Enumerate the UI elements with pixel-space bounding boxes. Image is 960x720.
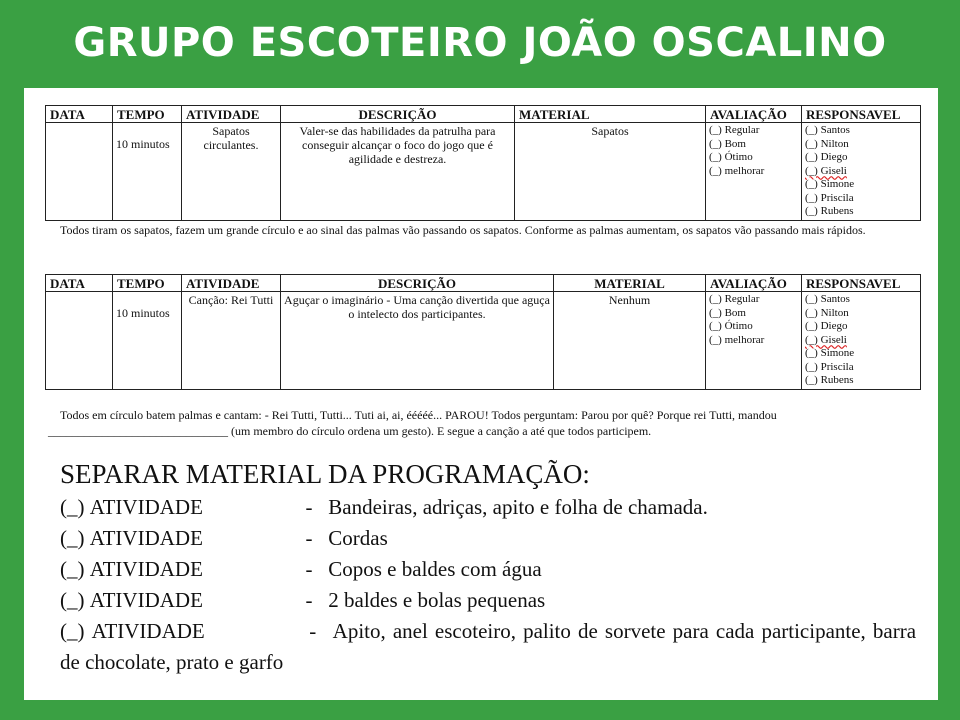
item-dash: - <box>305 557 313 581</box>
document-panel <box>24 88 938 700</box>
resp-option-diego[interactable]: (_) Diego <box>805 320 848 332</box>
cell-material: Nenhum <box>554 292 706 390</box>
col-header-material: MATERIAL <box>554 275 706 292</box>
col-header-responsavel: RESPONSAVEL <box>802 106 921 123</box>
item-label: ATIVIDADE <box>89 557 203 581</box>
activity-2-instructions: Todos em círculo batem palmas e cantam: - Rei Tutti, Tutti... Tuti ai, ai, ééééé... PAROU! Todos perguntam: Parou por quê? Porque rei Tutti, mandou ______________________________ (um membro do círculo ordena um gesto). E segue a canção a até que todos participem. <box>48 408 777 438</box>
resp-option-giseli[interactable]: (_) Giseli <box>805 333 847 346</box>
item-dash: - <box>305 588 313 612</box>
material-checklist-item <box>60 523 920 554</box>
title-bar <box>0 0 960 86</box>
col-header-data: DATA <box>46 106 113 123</box>
cell-avaliacao <box>706 292 802 390</box>
cell-descricao: Valer-se das habilidades da patrulha para conseguir alcançar o foco do jogo que é agilidade e destreza. <box>281 123 515 221</box>
resp-option-rubens[interactable]: (_) Rubens <box>805 205 854 217</box>
col-header-responsavel: RESPONSAVEL <box>802 275 921 292</box>
col-header-descricao: DESCRIÇÃO <box>281 275 554 292</box>
checkbox[interactable]: (_) <box>60 619 85 643</box>
item-dash: - <box>305 526 313 550</box>
checkbox[interactable]: (_) <box>60 495 85 519</box>
cell-material: Sapatos <box>515 123 706 221</box>
checkbox[interactable]: (_) <box>60 526 85 550</box>
separar-title: SEPARAR MATERIAL DA PROGRAMAÇÃO: <box>60 459 590 489</box>
cell-data <box>46 292 113 390</box>
material-checklist-item <box>50 616 916 678</box>
item-label: ATIVIDADE <box>89 588 203 612</box>
item-dash: - <box>309 619 317 643</box>
cell-responsavel <box>802 292 921 390</box>
col-header-avaliacao: AVALIAÇÃO <box>706 106 802 123</box>
activity-table-1 <box>45 105 921 221</box>
resp-option-santos[interactable]: (_) Santos <box>805 293 850 305</box>
cell-data <box>46 123 113 221</box>
cell-descricao: Aguçar o imaginário - Uma canção divertida que aguça o intelecto dos participantes. <box>281 292 554 390</box>
resp-option-priscila[interactable]: (_) Priscila <box>805 360 854 373</box>
col-header-atividade: ATIVIDADE <box>182 275 281 292</box>
table-row <box>46 123 921 221</box>
eval-option-bom[interactable]: (_) Bom <box>709 306 746 319</box>
resp-option-rubens[interactable]: (_) Rubens <box>805 374 854 386</box>
item-text: 2 baldes e bolas pequenas <box>328 588 546 612</box>
eval-option-melhorar[interactable]: (_) melhorar <box>709 333 765 346</box>
resp-option-simone[interactable]: (_) Simone <box>805 178 855 190</box>
resp-option-simone[interactable]: (_) Simone <box>805 347 855 359</box>
item-text: Bandeiras, adriças, apito e folha de chamada. <box>328 495 708 519</box>
item-text: Copos e baldes com água <box>328 557 542 581</box>
resp-option-diego[interactable]: (_) Diego <box>805 151 848 163</box>
item-label: ATIVIDADE <box>89 526 203 550</box>
col-header-avaliacao: AVALIAÇÃO <box>706 275 802 292</box>
item-text: Cordas <box>328 526 388 550</box>
activity-1-instructions: Todos tiram os sapatos, fazem um grande círculo e ao sinal das palmas vão passando os sapatos. Conforme as palmas aumentam, os sapatos vão passando mais rápidos. <box>60 223 866 237</box>
col-header-atividade: ATIVIDADE <box>182 106 281 123</box>
cell-atividade: Sapatos circulantes. <box>182 123 281 221</box>
item-text: Apito, anel escoteiro, palito de sorvete para cada participante, barra de chocolate, prato e garfo <box>60 619 917 674</box>
col-header-descricao: DESCRIÇÃO <box>281 106 515 123</box>
eval-option-melhorar[interactable]: (_) melhorar <box>709 164 765 177</box>
col-header-data: DATA <box>46 275 113 292</box>
resp-option-priscila[interactable]: (_) Priscila <box>805 191 854 204</box>
col-header-tempo: TEMPO <box>113 275 182 292</box>
material-checklist-item <box>60 492 920 523</box>
cell-tempo: 10 minutos <box>113 292 182 390</box>
table-header-row <box>46 106 921 123</box>
col-header-material: MATERIAL <box>515 106 706 123</box>
cell-responsavel <box>802 123 921 221</box>
item-dash: - <box>305 495 313 519</box>
item-label: ATIVIDADE <box>91 619 205 643</box>
cell-avaliacao <box>706 123 802 221</box>
checkbox[interactable]: (_) <box>60 588 85 612</box>
table-header-row <box>46 275 921 292</box>
material-checklist-item <box>60 554 920 585</box>
eval-option-otimo[interactable]: (_) Ótimo <box>709 151 753 163</box>
eval-option-otimo[interactable]: (_) Ótimo <box>709 320 753 332</box>
activity-table-2 <box>45 274 921 390</box>
eval-option-regular[interactable]: (_) Regular <box>709 293 760 305</box>
resp-option-nilton[interactable]: (_) Nilton <box>805 306 849 319</box>
cell-atividade: Canção: Rei Tutti <box>182 292 281 390</box>
cell-tempo: 10 minutos <box>113 123 182 221</box>
resp-option-giseli[interactable]: (_) Giseli <box>805 164 847 177</box>
eval-option-bom[interactable]: (_) Bom <box>709 137 746 150</box>
checkbox[interactable]: (_) <box>60 557 85 581</box>
resp-option-santos[interactable]: (_) Santos <box>805 124 850 136</box>
eval-option-regular[interactable]: (_) Regular <box>709 124 760 136</box>
resp-option-nilton[interactable]: (_) Nilton <box>805 137 849 150</box>
table-row <box>46 292 921 390</box>
item-label: ATIVIDADE <box>89 495 203 519</box>
page-title: GRUPO ESCOTEIRO JOÃO OSCALINO <box>73 20 887 66</box>
separar-material-section <box>60 458 920 678</box>
material-checklist-item <box>60 585 920 616</box>
col-header-tempo: TEMPO <box>113 106 182 123</box>
